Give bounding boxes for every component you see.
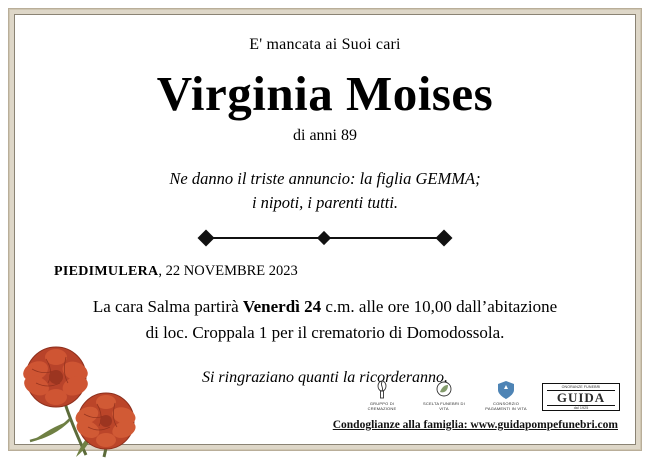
funeral-text-c: c.m. alle ore 10,00 dall’abitazione xyxy=(321,297,558,317)
announcement xyxy=(26,167,624,215)
torch-icon xyxy=(371,380,393,400)
leaf-circle-icon xyxy=(433,380,455,400)
logos-row xyxy=(356,380,620,411)
funeral-line-1 xyxy=(32,294,618,320)
announcement-line-1: Ne danno il triste annuncio: la figlia GEMMA; xyxy=(169,169,481,189)
logo-scelta-funebri xyxy=(418,380,470,411)
funeral-day: Venerdì 24 xyxy=(242,297,322,317)
logo-caption: CONSORZIO PAGAMENTI IN VITA xyxy=(485,401,527,411)
shield-icon xyxy=(495,380,517,400)
city-label: PIEDIMULERA xyxy=(54,264,159,280)
logo-caption: SCELTA FUNEBRI DI VITA xyxy=(423,401,465,411)
logo-gruppo-cremazione xyxy=(356,380,408,411)
logo-guida-top: ONORANZE FUNEBRI xyxy=(561,385,601,390)
ornament-divider xyxy=(200,231,450,245)
diamond-right-icon xyxy=(436,230,453,247)
condolences-link[interactable]: Condoglianze alla famiglia: www.guidapompefunebri.com xyxy=(332,419,618,431)
logo-guida-bottom: dal 1925 xyxy=(573,405,589,410)
logo-caption: GRUPPO DI CREMAZIONE xyxy=(367,401,397,411)
logo-guida xyxy=(542,383,620,411)
funeral-details xyxy=(26,294,624,345)
deceased-age: di anni 89 xyxy=(293,127,357,145)
funeral-text-a: La cara Salma partirà xyxy=(92,297,243,317)
diamond-mid-icon xyxy=(317,231,331,245)
logo-consorzio xyxy=(480,380,532,411)
thanks-line: Si ringraziano quanti la ricorderanno. xyxy=(201,369,449,387)
announcement-line-2: i nipoti, i parenti tutti. xyxy=(251,193,399,213)
notice-content xyxy=(26,22,624,441)
intro-line: E' mancata ai Suoi cari xyxy=(249,36,401,53)
date-label: , 22 NOVEMBRE 2023 xyxy=(158,263,298,280)
logo-guida-brand: GUIDA xyxy=(556,389,606,405)
funeral-line-2: di loc. Croppala 1 per il crematorio di Domodossola. xyxy=(145,322,505,342)
deceased-name: Virginia Moises xyxy=(156,66,494,121)
diamond-left-icon xyxy=(198,230,215,247)
place-date-row xyxy=(54,263,624,280)
